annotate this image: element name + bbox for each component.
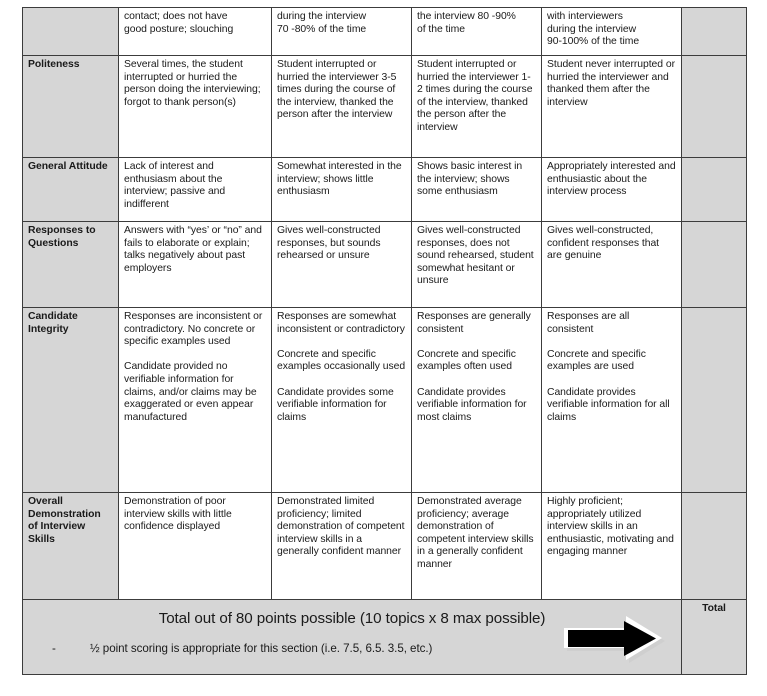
level-cell-1: Demonstration of poor interview skills with little confidence displayed (119, 493, 272, 600)
level-text: Responses are all consistent (547, 311, 630, 335)
right-arrow-icon (564, 616, 670, 666)
level-text: good posture; slouching (124, 23, 234, 35)
level-text: Responses are generally consistent (417, 311, 531, 335)
level-text: Candidate provides some verifiable information for claims (277, 386, 394, 423)
level-cell-3: Gives well-constructed responses, does not sound rehearsed, student somewhat hesitant or unsure (412, 222, 542, 308)
level-cell-1: Lack of interest and enthusiasm about the interview; passive and indifferent (119, 158, 272, 222)
level-text: contact; does not have (124, 11, 228, 22)
score-cell[interactable] (682, 8, 747, 56)
table-row (23, 493, 747, 600)
score-cell[interactable] (682, 222, 747, 308)
total-summary-cell (23, 600, 682, 675)
level-cell-1 (119, 8, 272, 56)
level-cell-4 (542, 308, 682, 493)
criterion-label-cell (23, 8, 119, 56)
level-text: the interview 80 -90% (417, 11, 516, 22)
level-cell-4 (542, 8, 682, 56)
table-row (23, 8, 747, 56)
level-cell-2 (272, 308, 412, 493)
level-text: 70 -80% of the time (277, 23, 367, 35)
level-text: with interviewers (547, 11, 623, 22)
level-text: Responses are somewhat inconsistent or contradictory (277, 311, 405, 335)
level-cell-2 (272, 8, 412, 56)
level-cell-3: Student interrupted or hurried the interviewer 1-2 times during the course of the interview, thanked the person after the interview (412, 56, 542, 158)
table-row (23, 308, 747, 493)
interview-rubric-table (22, 7, 747, 675)
level-text: Concrete and specific examples are used (547, 348, 646, 373)
level-cell-2: Gives well-constructed responses, but sounds rehearsed or unsure (272, 222, 412, 308)
level-cell-3: Shows basic interest in the interview; shows some enthusiasm (412, 158, 542, 222)
total-points-text: Total out of 80 points possible (10 topics x 8 max possible) (158, 610, 546, 627)
level-cell-3: Demonstrated average proficiency; average demonstration of competent interview skills in a generally confident manner (412, 493, 542, 600)
level-text: Concrete and specific examples often used (417, 348, 516, 373)
level-cell-4: Highly proficient; appropriately utilized interview skills in an enthusiastic, motivating and engaging manner (542, 493, 682, 600)
table-row (23, 158, 747, 222)
level-cell-2: Somewhat interested in the interview; shows little enthusiasm (272, 158, 412, 222)
level-cell-4: Student never interrupted or hurried the interviewer and thanked them after the interview (542, 56, 682, 158)
level-cell-2: Demonstrated limited proficiency; limited demonstration of competent interview skills in a generally confident manner (272, 493, 412, 600)
level-cell-3 (412, 308, 542, 493)
total-label-cell: Total (682, 600, 747, 675)
level-cell-1 (119, 308, 272, 493)
table-footer-row (23, 600, 747, 675)
level-cell-4: Appropriately interested and enthusiastic about the interview process (542, 158, 682, 222)
score-cell[interactable] (682, 308, 747, 493)
level-cell-1: Several times, the student interrupted or hurried the person doing the interviewing; forgot to thank person(s) (119, 56, 272, 158)
criterion-politeness: Politeness (23, 56, 119, 158)
score-cell[interactable] (682, 493, 747, 600)
table-row (23, 222, 747, 308)
table-row (23, 56, 747, 158)
criterion-responses-to-questions: Responses to Questions (23, 222, 119, 308)
level-text: Candidate provides verifiable information for most claims (417, 386, 527, 423)
bullet-dash: - (52, 642, 56, 655)
level-text: Candidate provides verifiable information for all claims (547, 386, 670, 423)
level-text: Concrete and specific examples occasionally used (277, 348, 406, 373)
level-cell-2: Student interrupted or hurried the interviewer 3-5 times during the course of the interview, thanked the person after the interview (272, 56, 412, 158)
half-point-note-text: ½ point scoring is appropriate for this section (i.e. 7.5, 6.5. 3.5, etc.) (90, 642, 433, 655)
level-text: Candidate provided no verifiable information for claims, and/or claims may be exaggerated or even appear manufactured (124, 361, 257, 423)
level-text: of the time (417, 23, 465, 35)
criterion-general-attitude: General Attitude (23, 158, 119, 222)
criterion-overall-demonstration: Overall Demonstration of Interview Skills (23, 493, 119, 600)
level-text: 90-100% of the time (547, 36, 640, 48)
score-cell[interactable] (682, 158, 747, 222)
criterion-candidate-integrity: Candidate Integrity (23, 308, 119, 493)
level-cell-3 (412, 8, 542, 56)
level-text: Responses are inconsistent or contradictory. No concrete or specific examples used (124, 311, 263, 348)
level-cell-1: Answers with “yes’ or “no” and fails to elaborate or explain; talks negatively about past employers (119, 222, 272, 308)
score-cell[interactable] (682, 56, 747, 158)
level-cell-4: Gives well-constructed, confident responses that are genuine (542, 222, 682, 308)
level-text: during the interview (547, 23, 637, 35)
level-text: during the interview (277, 11, 367, 22)
